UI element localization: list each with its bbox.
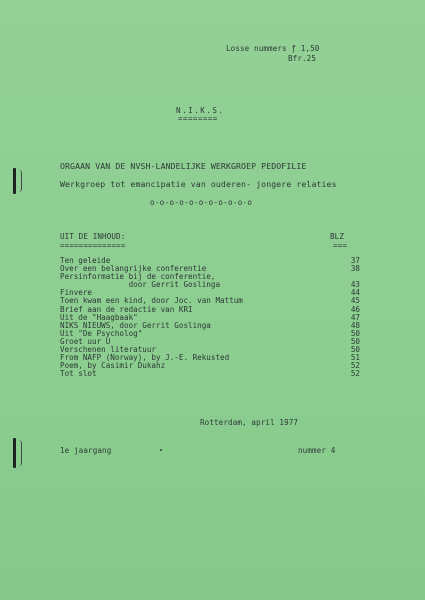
masthead-underline: ======== bbox=[178, 114, 218, 123]
toc-entry-page: 51 bbox=[350, 353, 360, 363]
staple-bottom-shadow bbox=[15, 440, 22, 466]
toc-entry-page: 52 bbox=[350, 369, 360, 379]
masthead-title: N.I.K.S. bbox=[176, 106, 225, 115]
ink-dot bbox=[160, 449, 162, 451]
toc-entry bbox=[60, 362, 360, 370]
toc-entry-title: Verschenen literatuur bbox=[60, 345, 157, 355]
toc-entry-page: 37 bbox=[350, 256, 360, 265]
toc-entry-title: Tot slot bbox=[60, 369, 97, 379]
toc-entry bbox=[60, 281, 360, 289]
toc-entry-title: From NAFP (Norway), by J.-E. Rekusted bbox=[60, 353, 230, 363]
issue-number: nummer 4 bbox=[298, 446, 336, 455]
toc-entry-title: Over een belangrijke conferentie bbox=[60, 264, 207, 274]
toc-entry-title: Uit "De Psycholog" bbox=[60, 328, 143, 338]
workgroup-line: Werkgroep tot emancipatie van ouderen- jongere relaties bbox=[60, 179, 337, 189]
toc-entry-title: Brief aan de redactie van KRI bbox=[60, 304, 193, 314]
toc-entry-page: 50 bbox=[350, 328, 360, 338]
toc-entry-page: 47 bbox=[350, 312, 360, 322]
toc-entry-page: 38 bbox=[350, 264, 360, 274]
table-of-contents bbox=[60, 257, 360, 378]
toc-entry-page: 50 bbox=[350, 336, 360, 346]
toc-entry bbox=[60, 370, 360, 378]
place-date: Rotterdam, april 1977 bbox=[200, 418, 299, 427]
toc-entry-title: Finvere bbox=[60, 288, 93, 298]
toc-entry-page: 52 bbox=[350, 361, 360, 371]
toc-entry-page: 43 bbox=[350, 280, 360, 290]
toc-entry-title: Groet uur U bbox=[60, 336, 111, 346]
toc-entry-page: 45 bbox=[350, 296, 360, 306]
toc-entry-title: Uit de "Haagbaak" bbox=[60, 312, 138, 322]
toc-entry-title: door Gerrit Goslinga bbox=[60, 280, 221, 290]
staple-top-shadow bbox=[15, 170, 22, 192]
toc-entry-title: Toen kwam een kind, door Joc. van Mattum bbox=[60, 296, 243, 306]
toc-entry-title: Poem, by Casimir Dukahz bbox=[60, 361, 166, 371]
page-column-heading: BLZ bbox=[330, 232, 345, 241]
toc-entry-page: 46 bbox=[350, 304, 360, 314]
price-franc: Bfr.25 bbox=[288, 54, 317, 63]
price-guilder: Losse nummers ƒ 1,50 bbox=[226, 44, 320, 53]
toc-entry-title: NIKS NIEUWS, door Gerrit Goslinga bbox=[60, 320, 211, 330]
toc-entry-title: Ten geleide bbox=[60, 256, 111, 265]
toc-entry-page: 48 bbox=[350, 320, 360, 330]
separator-line: o-o-o-o-o-o-o-o-o-o-o bbox=[150, 198, 253, 207]
volume-label: 1e jaargang bbox=[60, 446, 112, 455]
toc-heading: UIT DE INHOUD: bbox=[60, 232, 126, 241]
toc-entry-title: Persinformatie bij de conferentie, bbox=[60, 272, 216, 282]
toc-entry-page: 50 bbox=[350, 345, 360, 355]
page-column-underline: === bbox=[333, 241, 348, 250]
organ-line: ORGAAN VAN DE NVSH-LANDELIJKE WERKGROEP PEDOFILIE bbox=[60, 161, 307, 171]
toc-heading-underline: ============== bbox=[60, 241, 126, 250]
toc-entry-page: 44 bbox=[350, 288, 360, 298]
